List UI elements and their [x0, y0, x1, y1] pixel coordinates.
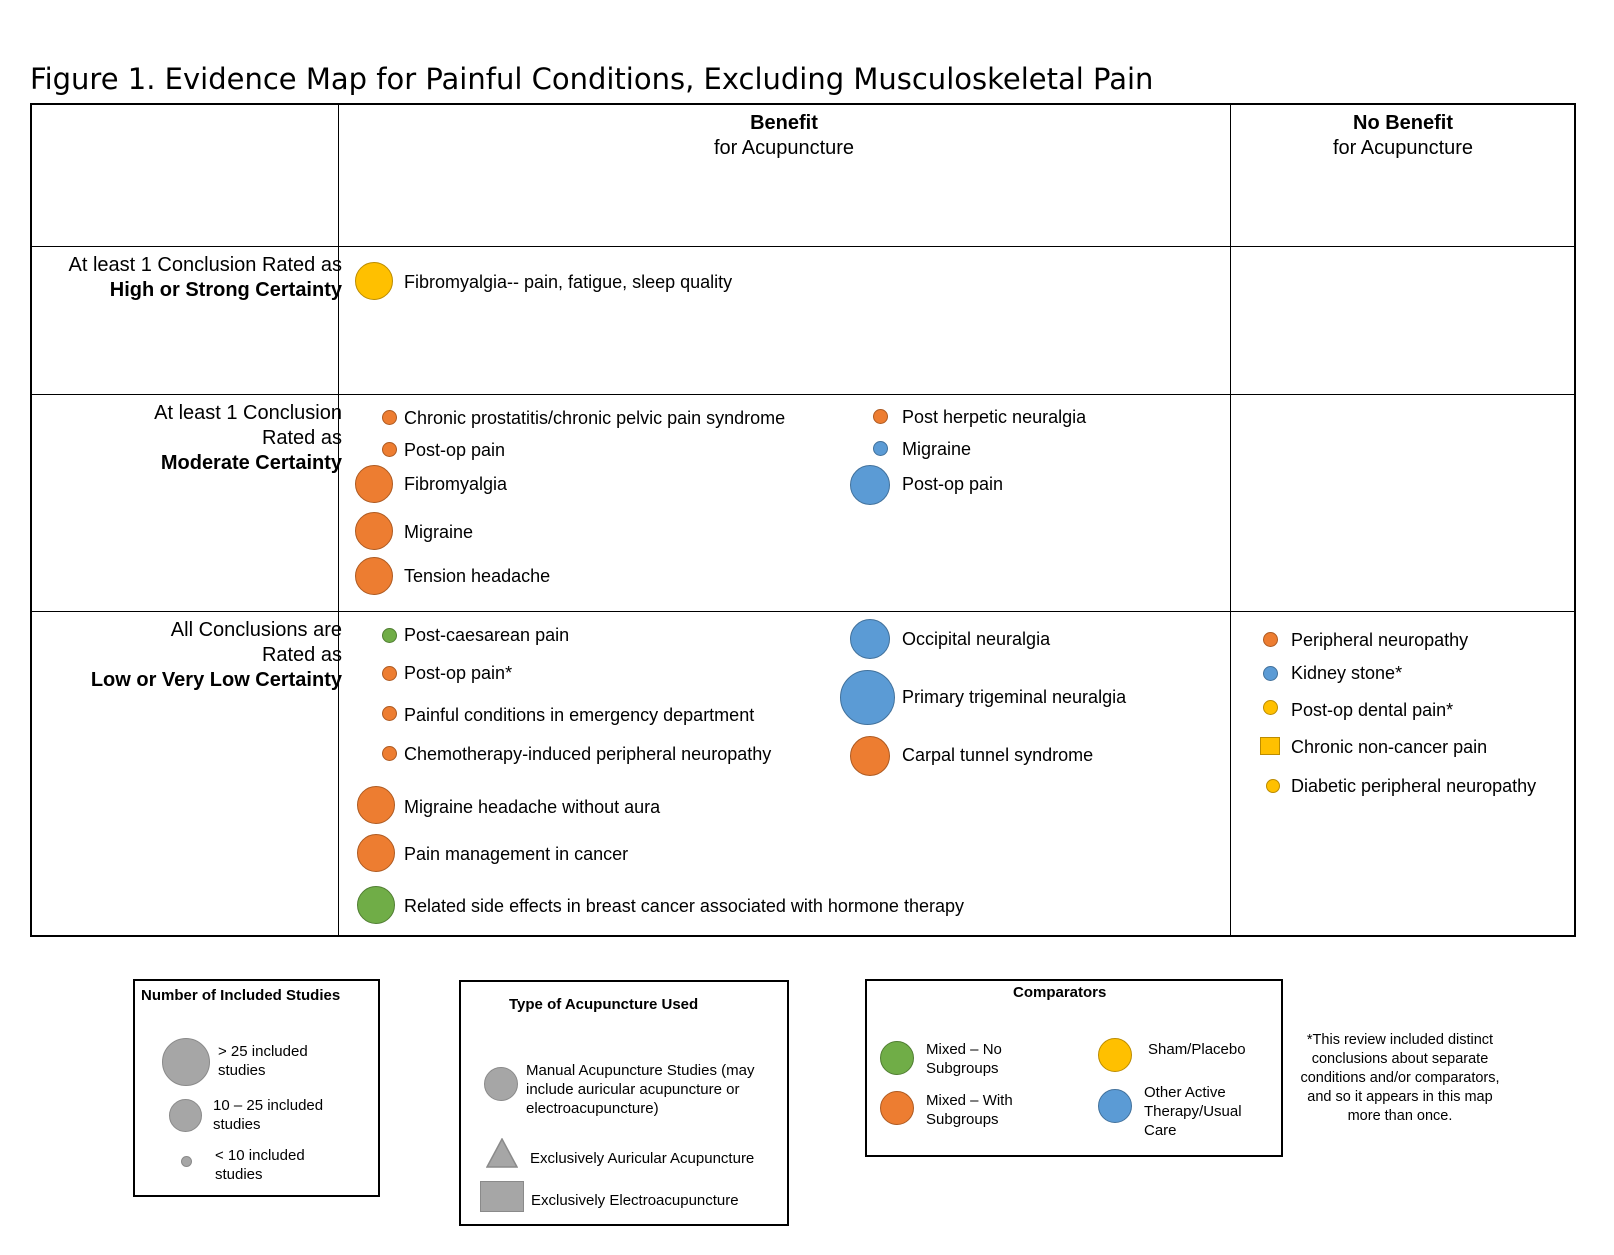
evidence-marker	[382, 628, 397, 643]
legend-text	[213, 1096, 323, 1134]
column-subtitle: for Acupuncture	[1332, 137, 1474, 159]
mixed-no-subgroups-icon	[880, 1041, 914, 1075]
evidence-marker	[850, 619, 890, 659]
evidence-label: Kidney stone*	[1291, 663, 1403, 683]
evidence-label: Related side effects in breast cancer associated with hormone therapy	[404, 896, 964, 916]
evidence-marker	[355, 512, 393, 550]
legend-line: studies	[215, 1166, 263, 1183]
evidence-marker	[355, 557, 393, 595]
grid-divider	[338, 105, 339, 935]
legend-line: 10 – 25 included	[213, 1097, 324, 1114]
row-label-bold: Moderate Certainty	[160, 452, 342, 474]
legend-line: studies	[213, 1116, 261, 1133]
evidence-label: Primary trigeminal neuralgia	[902, 687, 1127, 707]
legend-line: studies	[218, 1062, 266, 1079]
evidence-label: Migraine	[902, 439, 972, 459]
legend-text: Other Active Therapy/Usual Care	[1144, 1084, 1242, 1139]
evidence-label: Post-op pain*	[404, 663, 513, 683]
column-subtitle: for Acupuncture	[713, 137, 855, 159]
legend-studies	[133, 979, 380, 1197]
evidence-marker	[355, 262, 393, 300]
evidence-label: Peripheral neuropathy	[1291, 630, 1469, 650]
evidence-marker	[850, 736, 890, 776]
evidence-marker	[357, 786, 395, 824]
legend-comparators	[865, 979, 1283, 1157]
row-label-text: Rated as	[261, 644, 342, 666]
legend-type	[459, 980, 789, 1226]
evidence-marker	[1263, 632, 1278, 647]
legend-text: Mixed – With Subgroups	[926, 1092, 1013, 1128]
evidence-label: Chronic prostatitis/chronic pelvic pain syndrome	[404, 408, 786, 428]
grid-divider	[1230, 105, 1231, 935]
evidence-marker	[382, 746, 397, 761]
column-header-benefit	[338, 111, 1230, 161]
evidence-marker	[382, 410, 397, 425]
evidence-marker	[850, 465, 890, 505]
legend-line: < 10 included	[215, 1147, 305, 1164]
footnote: *This review included distinct conclusions about separate conditions and/or comparators, and so it appears in this map more than once.	[1300, 1032, 1500, 1124]
size-large-icon	[162, 1038, 210, 1086]
other-active-therapy-icon	[1098, 1089, 1132, 1123]
row-label-text: All Conclusions are	[170, 619, 342, 641]
evidence-label: Diabetic peripheral neuropathy	[1291, 776, 1537, 796]
row-label-bold: Low or Very Low Certainty	[90, 669, 342, 691]
evidence-label: Chemotherapy-induced peripheral neuropathy	[404, 744, 772, 764]
evidence-label: Post herpetic neuralgia	[902, 407, 1087, 427]
column-header-no-benefit	[1230, 111, 1576, 161]
evidence-label: Post-op pain	[404, 440, 506, 460]
auricular-acupuncture-icon	[486, 1138, 518, 1168]
grid-divider	[32, 246, 1574, 247]
legend-title: Type of Acupuncture Used	[509, 996, 699, 1013]
grid-divider	[32, 394, 1574, 395]
legend-title: Number of Included Studies	[141, 987, 341, 1004]
manual-acupuncture-icon	[484, 1067, 518, 1101]
evidence-label: Migraine headache without aura	[404, 797, 661, 817]
evidence-marker-square	[1260, 737, 1280, 755]
evidence-label: Fibromyalgia-- pain, fatigue, sleep quality	[404, 272, 733, 292]
evidence-marker	[873, 441, 888, 456]
evidence-marker	[382, 706, 397, 721]
column-title: Benefit	[750, 112, 818, 134]
legend-text: Mixed – No Subgroups	[926, 1041, 1002, 1077]
legend-text: Exclusively Electroacupuncture	[531, 1192, 739, 1209]
grid-divider	[32, 611, 1574, 612]
evidence-label: Tension headache	[404, 566, 551, 586]
legend-text	[218, 1042, 308, 1080]
evidence-marker	[382, 442, 397, 457]
mixed-with-subgroups-icon	[880, 1091, 914, 1125]
legend-text: Manual Acupuncture Studies (may include auricular acupuncture or electroacupuncture)	[526, 1062, 755, 1117]
size-small-icon	[181, 1156, 192, 1167]
evidence-label: Painful conditions in emergency department	[404, 705, 755, 725]
evidence-label: Post-op dental pain*	[1291, 700, 1454, 720]
evidence-marker	[1266, 779, 1280, 793]
evidence-marker	[1263, 700, 1278, 715]
evidence-marker	[873, 409, 888, 424]
evidence-grid	[30, 103, 1576, 937]
evidence-label: Pain management in cancer	[404, 844, 629, 864]
legend-text: Sham/Placebo	[1148, 1041, 1246, 1058]
row-label-text: At least 1 Conclusion	[154, 402, 342, 424]
legend-text: Exclusively Auricular Acupuncture	[530, 1150, 755, 1167]
evidence-label: Migraine	[404, 522, 474, 542]
row-label-bold: High or Strong Certainty	[109, 279, 342, 301]
legend-line: > 25 included	[218, 1043, 308, 1060]
evidence-marker	[1263, 666, 1278, 681]
row-label-high	[42, 253, 342, 303]
evidence-marker	[840, 670, 895, 725]
row-label-low	[42, 618, 342, 693]
row-label-text: Rated as	[261, 427, 342, 449]
evidence-marker	[357, 886, 395, 924]
column-title: No Benefit	[1353, 112, 1453, 134]
evidence-marker	[357, 834, 395, 872]
evidence-marker	[355, 465, 393, 503]
row-label-moderate	[42, 401, 342, 476]
size-medium-icon	[169, 1099, 202, 1132]
electroacupuncture-icon	[480, 1181, 524, 1212]
sham-placebo-icon	[1098, 1038, 1132, 1072]
legend-title: Comparators	[1013, 984, 1107, 1001]
row-label-text: At least 1 Conclusion Rated as	[68, 254, 342, 276]
evidence-label: Fibromyalgia	[404, 474, 508, 494]
evidence-label: Chronic non-cancer pain	[1291, 737, 1488, 757]
evidence-label: Occipital neuralgia	[902, 629, 1051, 649]
legend-text	[215, 1146, 305, 1184]
evidence-label: Post-caesarean pain	[404, 625, 570, 645]
evidence-label: Post-op pain	[902, 474, 1004, 494]
figure-title: Figure 1. Evidence Map for Painful Conditions, Excluding Musculoskeletal Pain	[30, 62, 1154, 96]
evidence-label: Carpal tunnel syndrome	[902, 745, 1094, 765]
evidence-marker	[382, 666, 397, 681]
